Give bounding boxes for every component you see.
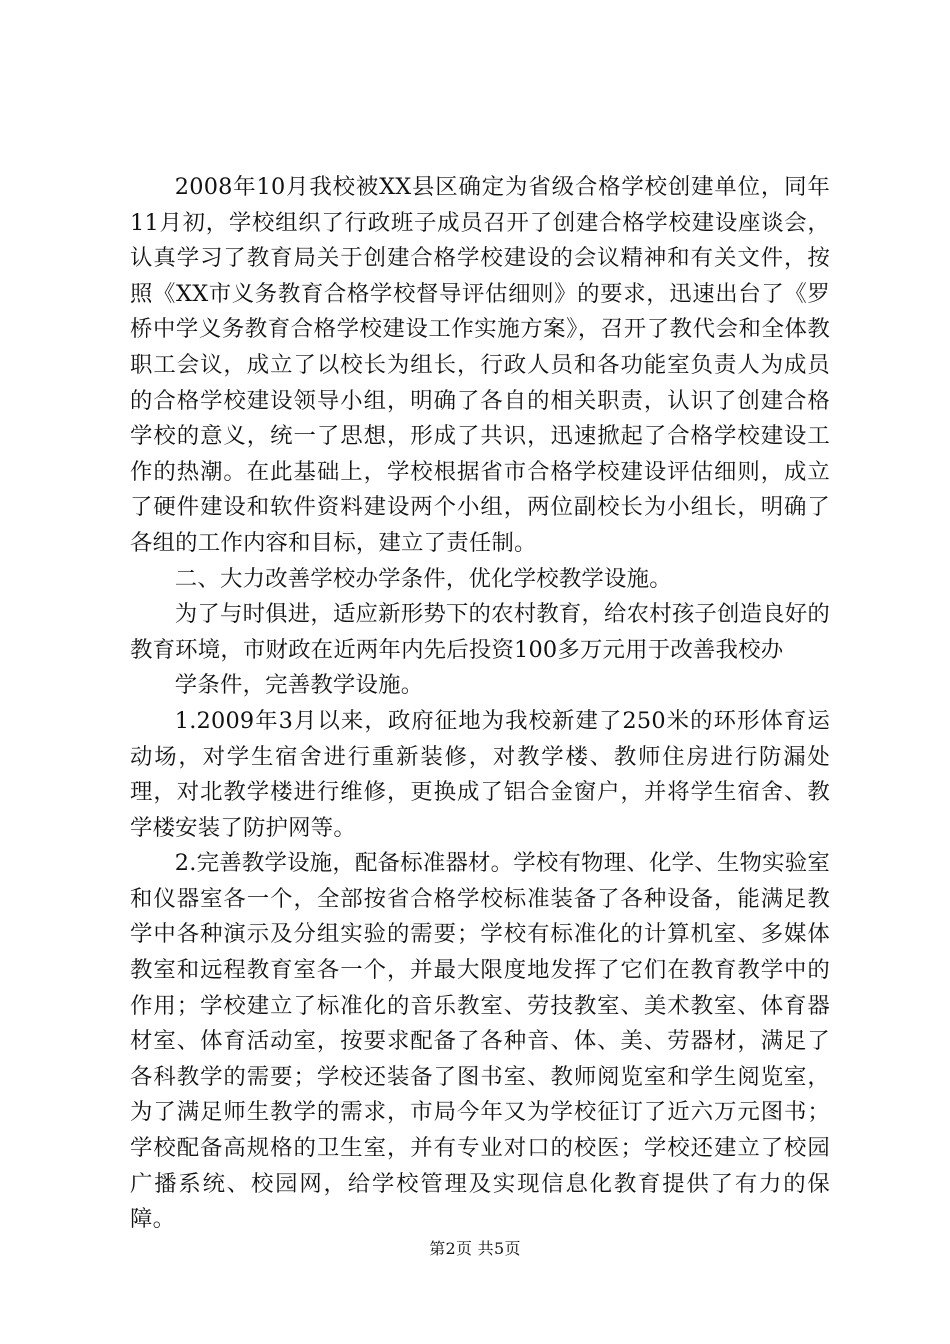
- paragraph-investment-continued: 学条件，完善教学设施。: [174, 672, 424, 699]
- paragraph-creation-overview: 2008年10月我校被XX县区确定为省级合格学校创建单位，同年11月初，学校组织了行政班子成员召开了创建合格学校建设座谈会，认真学习了教育局关于创建合格学校建设的会议精神和有关文件，按照《XX市义务教育合格学校督导评估细则》的要求，迅速出台了《罗桥中学义务教育合格学校建设工作实施方案》，召开了教代会和全体教职工会议，成立了以校长为组长，行政人员和各功能室负责人为成员的合格学校建设领导小组，明确了各自的相关职责，认识了创建合格学校的意义，统一了思想，形成了共识，迅速掀起了合格学校建设工作的热潮。在此基础上，学校根据省市合格学校建设评估细则，成立了硬件建设和软件资料建设两个小组，两位副校长为小组长，明确了各组的工作内容和目标，建立了责任制。: [130, 174, 830, 556]
- paragraph-item-2: 2.完善教学设施，配备标准器材。学校有物理、化学、生物实验室和仪器室各一个，全部按省合格学校标准装备了各种设备，能满足教学中各种演示及分组实验的需要；学校有标准化的计算机室、多媒体教室和远程教育室各一个，并最大限度地发挥了它们在教育教学中的作用；学校建立了标准化的音乐教室、劳技教室、美术教室、体育器材室、体育活动室，按要求配备了各种音、体、美、劳器材，满足了各科教学的需要；学校还装备了图书室、教师阅览室和学生阅览室，为了满足师生教学的需求，市局今年又为学校征订了近六万元图书；学校配备高规格的卫生室，并有专业对口的校医；学校还建立了校园广播系统、校园网，给学校管理及实现信息化教育提供了有力的保障。: [130, 850, 830, 1233]
- page-number-footer: 第2页 共5页: [429, 1239, 521, 1258]
- section-heading-two: 二、大力改善学校办学条件，优化学校教学设施。: [174, 565, 672, 592]
- paragraph-investment: 为了与时俱进，适应新形势下的农村教育，给农村孩子创造良好的教育环境，市财政在近两年内先后投资100多万元用于改善我校办: [130, 601, 830, 663]
- paragraph-item-1: 1.2009年3月以来，政府征地为我校新建了250米的环形体育运动场，对学生宿舍进行重新装修，对教学楼、教师住房进行防漏处理，对北教学楼进行维修，更换成了铝合金窗户，并将学生宿舍、教学楼安装了防护网等。: [130, 707, 830, 841]
- document-body: [130, 170, 830, 1238]
